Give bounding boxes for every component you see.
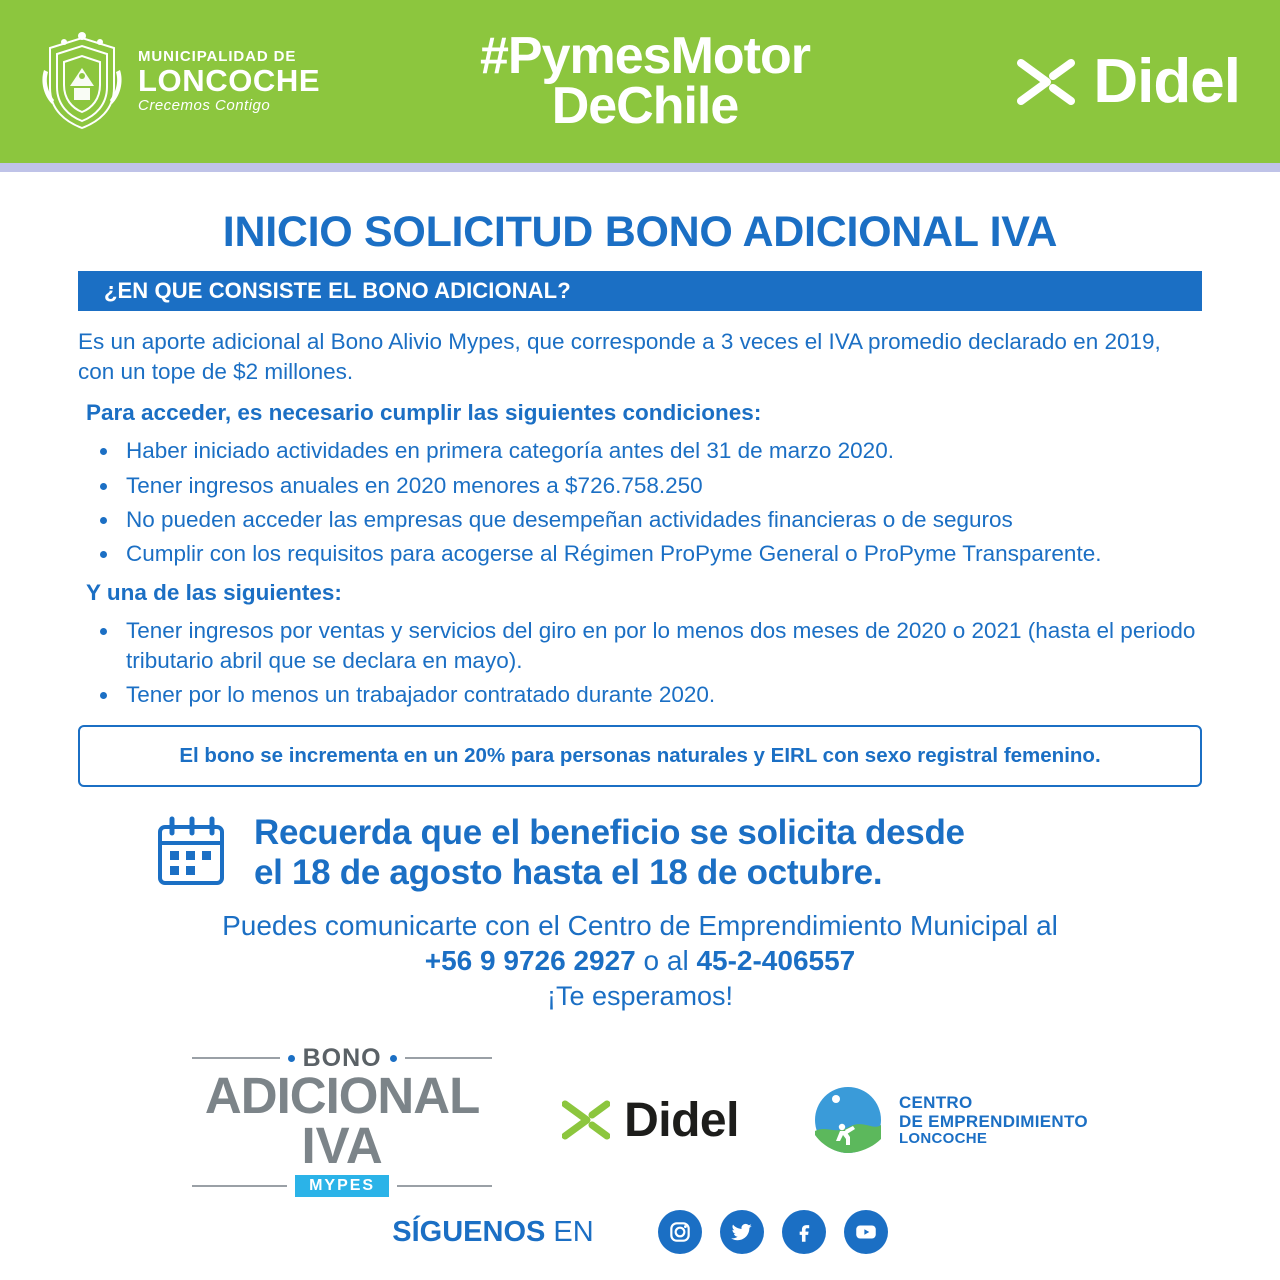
header-divider	[0, 163, 1280, 172]
reminder-text	[254, 813, 965, 894]
list-item: Tener por lo menos un trabajador contratado durante 2020.	[78, 680, 1202, 709]
contact-closing: ¡Te esperamos!	[546, 981, 734, 1012]
rule-left	[192, 1057, 280, 1059]
list-item: Tener ingresos por ventas y servicios del giro en por lo menos dos meses de 2020 o 2021 (hasta el periodo tributario abril que se declara en mayo).	[78, 616, 1202, 675]
centro-line1: CENTRO	[898, 1092, 973, 1112]
bono-line2: IVA	[301, 1116, 383, 1174]
didel-header-logo	[910, 46, 1240, 116]
highlight-note: El bono se incrementa en un 20% para personas naturales y EIRL con sexo registral femenino.	[78, 725, 1202, 787]
didel-x-icon	[562, 1099, 610, 1141]
centro-emprendimiento-logo	[809, 1083, 1088, 1157]
campaign-hashtag-line2: DeChile	[551, 76, 739, 135]
municipality-tagline: Crecemos Contigo	[138, 97, 271, 115]
bono-line1: ADICIONAL	[204, 1066, 480, 1124]
list-item: No pueden acceder las empresas que desempeñan actividades financieras o de seguros	[78, 505, 1202, 534]
centro-line2: DE EMPRENDIMIENTO	[898, 1111, 1088, 1131]
main-content	[0, 208, 1280, 1197]
bono-adicional-iva-logo	[192, 1044, 492, 1197]
campaign-hashtag	[380, 26, 910, 135]
alternatives-heading: Y una de las siguientes:	[86, 580, 342, 606]
centro-emprendimiento-icon	[809, 1083, 887, 1157]
list-item: Tener ingresos anuales en 2020 menores a $726.758.250	[78, 471, 1202, 500]
mypes-badge: MYPES	[295, 1175, 389, 1197]
contact-phones	[64, 943, 1216, 979]
header-bar	[0, 0, 1280, 163]
rule-right	[405, 1057, 493, 1059]
centro-text	[899, 1093, 1088, 1148]
intro-paragraph: Es un aporte adicional al Bono Alivio Mypes, que corresponde a 3 veces el IVA promedio declarado en 2019, con un tope de $2 millones.	[78, 329, 1161, 384]
campaign-hashtag-line1: #PymesMotor	[480, 26, 810, 85]
municipality-logo	[40, 30, 420, 134]
reminder-block	[154, 813, 1202, 894]
phone-mobile[interactable]: +56 9 9726 2927	[424, 945, 636, 977]
municipality-line2: LONCOCHE	[138, 62, 321, 98]
phone-landline[interactable]: 45-2-406557	[696, 945, 856, 977]
facebook-icon[interactable]	[782, 1210, 826, 1254]
municipality-line1: MUNICIPALIDAD DE	[138, 48, 297, 66]
follow-us-label	[392, 1216, 593, 1249]
contact-joiner: o al	[635, 945, 697, 977]
list-item: Haber iniciado actividades en primera categoría antes del 31 de marzo 2020.	[78, 436, 1202, 465]
centro-line3: LONCOCHE	[898, 1129, 988, 1147]
reminder-line1: Recuerda que el beneficio se solicita desde	[254, 813, 965, 853]
contact-line1: Puedes comunicarte con el Centro de Emprendimiento Municipal al	[222, 909, 1058, 941]
dot-right-icon	[390, 1055, 397, 1062]
didel-wordmark: Didel	[624, 1093, 739, 1147]
footer	[0, 1210, 1280, 1254]
rule-right-bottom	[397, 1185, 492, 1187]
rule-left-bottom	[192, 1185, 287, 1187]
coat-of-arms-icon	[40, 30, 124, 134]
logo-row	[64, 1044, 1216, 1197]
twitter-icon[interactable]	[720, 1210, 764, 1254]
municipality-name	[138, 49, 320, 113]
bono-bottom-row	[192, 1175, 492, 1197]
conditions-heading: Para acceder, es necesario cumplir las siguientes condiciones:	[86, 400, 762, 426]
page-title: INICIO SOLICITUD BONO ADICIONAL IVA	[222, 208, 1058, 256]
didel-footer-logo	[562, 1093, 739, 1148]
didel-wordmark: Didel	[1093, 46, 1240, 116]
dot-left-icon	[288, 1055, 295, 1062]
conditions-list	[78, 436, 1202, 568]
reminder-line2: el 18 de agosto hasta el 18 de octubre.	[254, 853, 883, 893]
alternatives-list	[78, 616, 1202, 709]
list-item: Cumplir con los requisitos para acogerse al Régimen ProPyme General o ProPyme Transparente.	[78, 539, 1202, 568]
bono-word: BONO	[302, 1043, 382, 1072]
instagram-icon[interactable]	[658, 1210, 702, 1254]
follow-us-bold: SÍGUENOS	[392, 1215, 546, 1248]
follow-us-rest: EN	[545, 1215, 594, 1248]
calendar-icon	[154, 815, 230, 891]
contact-block	[64, 908, 1216, 1014]
didel-x-icon	[1017, 57, 1075, 107]
section-band: ¿EN QUE CONSISTE EL BONO ADICIONAL?	[78, 271, 1202, 311]
youtube-icon[interactable]	[844, 1210, 888, 1254]
